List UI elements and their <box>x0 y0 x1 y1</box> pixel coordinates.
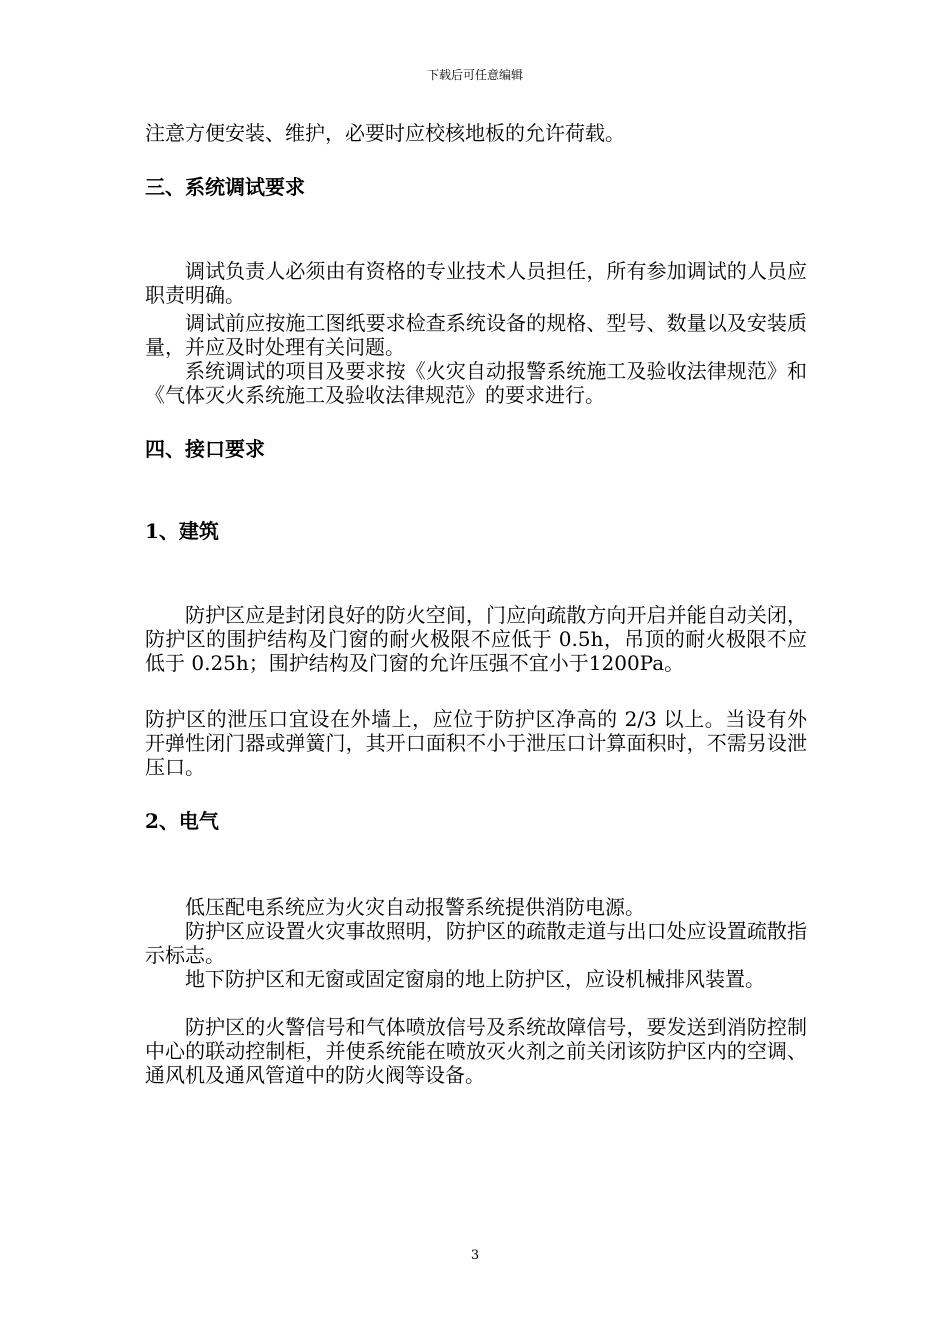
heading-building: 1、建筑 <box>145 519 219 543</box>
paragraph-debug-leader: 调试负责人必须由有资格的专业技术人员担任，所有参加调试的人员应职责明确。 <box>145 259 807 307</box>
paragraph-emergency-lighting: 防护区应设置火灾事故照明，防护区的疏散走道与出口处应设置疏散指示标志。 <box>145 919 807 967</box>
paragraph-pressure-relief: 防护区的泄压口宜设在外墙上，应位于防护区净高的 2/3 以上。当设有外开弹性闭门器或弹簧门，其开口面积不小于泄压口计算面积时，不需另设泄压口。 <box>145 707 807 779</box>
page-number: 3 <box>470 1248 480 1263</box>
paragraph-power-supply: 低压配电系统应为火灾自动报警系统提供消防电源。 <box>185 895 645 919</box>
heading-electrical: 2、电气 <box>145 809 219 833</box>
paragraph-debug-check: 调试前应按施工图纸要求检查系统设备的规格、型号、数量以及安装质量，并应及时处理有关问题。 <box>145 311 807 359</box>
paragraph-exhaust: 地下防护区和无窗或固定窗扇的地上防护区，应设机械排风装置。 <box>185 967 765 991</box>
paragraph-alarm-signal: 防护区的火警信号和气体喷放信号及系统故障信号，要发送到消防控制中心的联动控制柜，并使系统能在喷放灭火剂之前关闭该防护区内的空调、通风机及通风管道中的防火阀等设备。 <box>145 1015 807 1087</box>
heading-debug-requirements: 三、系统调试要求 <box>145 175 305 199</box>
paragraph-building-enclosure: 防护区应是封闭良好的防火空间，门应向疏散方向开启并能自动关闭，防护区的围护结构及门窗的耐火极限不应低于 0.5h，吊顶的耐火极限不应低于 0.25h；围护结构及门窗的允许压强不宜小于1200Pa。 <box>145 603 807 675</box>
heading-interface-requirements: 四、接口要求 <box>145 437 265 461</box>
page-header: 下载后可任意编辑 <box>426 68 523 82</box>
paragraph-debug-standard: 系统调试的项目及要求按《火灾自动报警系统施工及验收法律规范》和《气体灭火系统施工及验收法律规范》的要求进行。 <box>145 359 807 407</box>
paragraph-maintenance: 注意方便安装、维护，必要时应校核地板的允许荷载。 <box>145 121 625 145</box>
